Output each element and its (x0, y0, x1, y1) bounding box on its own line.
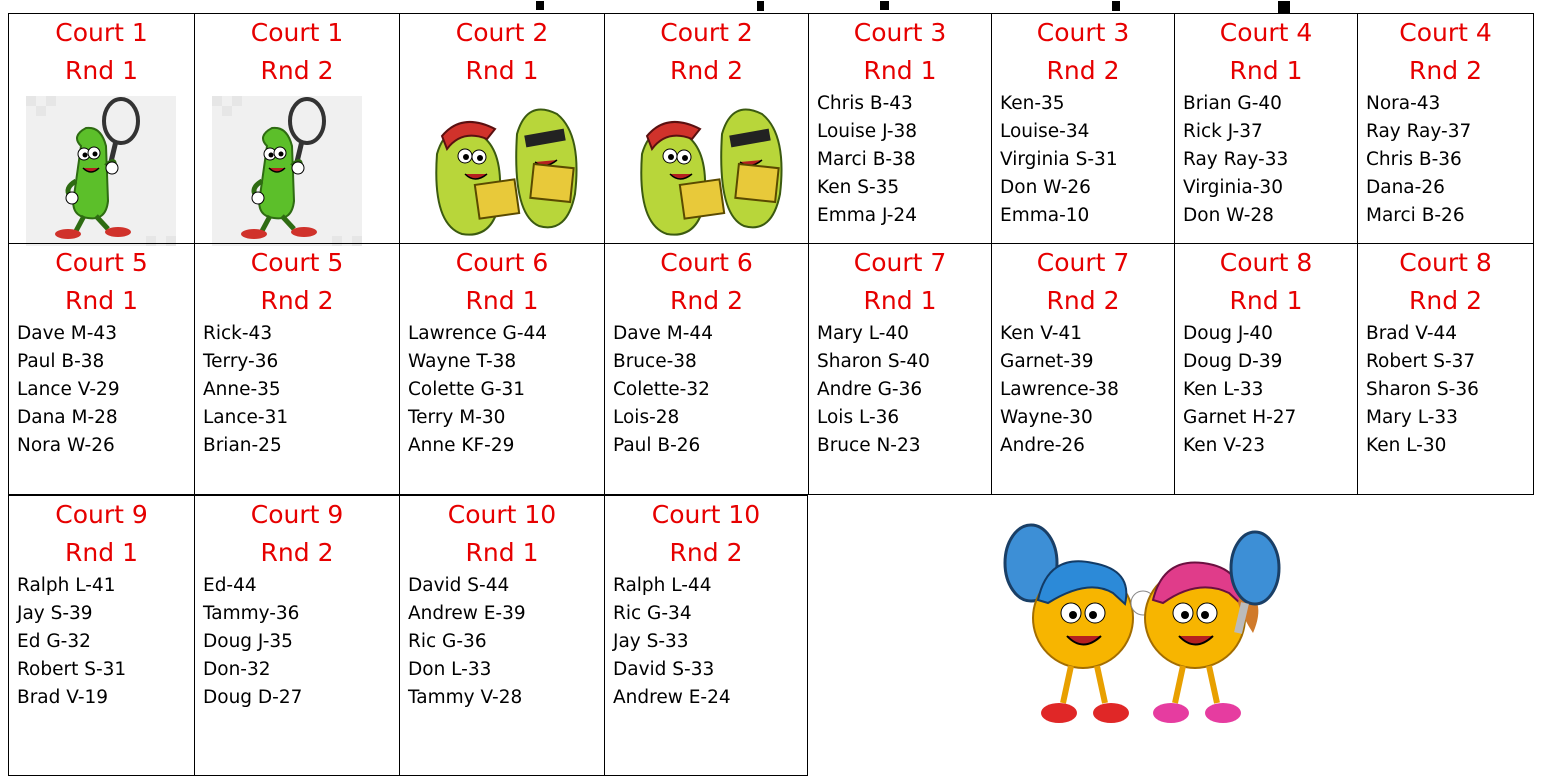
round-label: Rnd 2 (260, 286, 334, 315)
player-score: Andrew E-39 (408, 603, 526, 624)
court-name: Court 3 (1036, 18, 1130, 47)
player-score: Ken V-41 (1000, 323, 1082, 344)
round-label: Rnd 2 (1409, 286, 1482, 315)
player-score: Ray Ray-37 (1366, 121, 1472, 142)
player-score: Ralph L-41 (17, 575, 116, 596)
player-score: Terry-36 (203, 351, 279, 372)
court-heading (400, 496, 604, 572)
player-score: Sharon S-40 (817, 351, 930, 372)
round-label: Rnd 1 (863, 286, 937, 315)
player-score-list (195, 572, 399, 712)
player-score: Ken S-35 (817, 177, 900, 198)
round-label: Rnd 1 (465, 286, 539, 315)
player-score: Sharon S-36 (1366, 379, 1479, 400)
court-heading (992, 244, 1174, 320)
player-score: Doug J-35 (203, 631, 293, 652)
player-score: Chris B-36 (1366, 149, 1462, 170)
court-cell (194, 243, 399, 495)
player-score: Garnet-39 (1000, 351, 1094, 372)
player-score: Jay S-39 (17, 603, 93, 624)
player-score: Robert S-31 (17, 659, 127, 680)
round-label: Rnd 2 (260, 56, 334, 85)
court-heading (195, 14, 399, 90)
player-score: Virginia S-31 (1000, 149, 1118, 170)
player-score: Brad V-19 (17, 687, 109, 708)
player-score: Wayne T-38 (408, 351, 517, 372)
court-name: Court 1 (250, 18, 344, 47)
player-score: Andre G-36 (817, 379, 923, 400)
player-score: Tammy-36 (203, 603, 300, 624)
player-score: Ric G-36 (408, 631, 487, 652)
player-score: Rick-43 (203, 323, 273, 344)
pickle-with-racket-image (212, 96, 362, 250)
court-cell (604, 243, 808, 495)
player-score: Garnet H-27 (1183, 407, 1297, 428)
player-score-list (9, 320, 194, 460)
player-score: Paul B-38 (17, 351, 105, 372)
player-score-list (1175, 320, 1357, 460)
pickleball-mascots-image (993, 508, 1283, 742)
court-cell (8, 495, 194, 776)
player-score-list (809, 320, 991, 460)
court-heading (1358, 244, 1533, 320)
player-score: Lois L-36 (817, 407, 900, 428)
court-cell (399, 13, 604, 243)
court-cell (1357, 243, 1534, 495)
court-cell (194, 13, 399, 243)
player-score: Virginia-30 (1183, 177, 1283, 198)
player-score: Don W-28 (1183, 205, 1274, 226)
player-score: Ric G-34 (613, 603, 692, 624)
player-score: Anne KF-29 (408, 435, 515, 456)
player-score: Lawrence-38 (1000, 379, 1119, 400)
court-heading (9, 14, 194, 90)
court-heading (400, 14, 604, 90)
court-heading (992, 14, 1174, 90)
player-score: Don W-26 (1000, 177, 1091, 198)
player-score: Nora W-26 (17, 435, 115, 456)
court-heading (9, 244, 194, 320)
player-score: Dana M-28 (17, 407, 118, 428)
player-score-list (195, 320, 399, 460)
round-label: Rnd 1 (65, 286, 138, 315)
round-label: Rnd 1 (65, 56, 138, 85)
court-name: Court 10 (651, 500, 761, 529)
round-label: Rnd 2 (670, 56, 743, 85)
court-name: Court 7 (853, 248, 947, 277)
court-name: Court 5 (55, 248, 148, 277)
player-score: Dana-26 (1366, 177, 1445, 198)
player-score: Mary L-33 (1366, 407, 1458, 428)
court-name: Court 4 (1219, 18, 1313, 47)
player-score: Ed-44 (203, 575, 257, 596)
player-score: Lois-28 (613, 407, 680, 428)
court-heading (195, 244, 399, 320)
court-heading (809, 244, 991, 320)
clipped-title-strip (0, 0, 1549, 14)
round-label: Rnd 1 (65, 538, 138, 567)
court-cell (808, 13, 991, 243)
player-score: Colette-32 (613, 379, 710, 400)
court-name: Court 5 (250, 248, 344, 277)
player-score: Ken V-23 (1183, 435, 1265, 456)
player-score: Louise-34 (1000, 121, 1090, 142)
player-score-list (9, 572, 194, 712)
player-score: Doug D-27 (203, 687, 303, 708)
court-heading (809, 14, 991, 90)
court-name: Court 8 (1399, 248, 1492, 277)
player-score: Wayne-30 (1000, 407, 1093, 428)
player-score-list (809, 90, 991, 230)
player-score-list (400, 572, 604, 712)
player-score: Ken L-33 (1183, 379, 1264, 400)
round-label: Rnd 2 (1046, 286, 1120, 315)
court-cell (604, 13, 808, 243)
player-score: Lance V-29 (17, 379, 120, 400)
player-score: Ken-35 (1000, 93, 1065, 114)
player-score: Ken L-30 (1366, 435, 1447, 456)
player-score: Ralph L-44 (613, 575, 712, 596)
court-heading (605, 14, 808, 90)
player-score: Lawrence G-44 (408, 323, 548, 344)
court-cell (399, 495, 604, 776)
court-name: Court 6 (660, 248, 753, 277)
court-name: Court 10 (447, 500, 557, 529)
round-label: Rnd 1 (1229, 286, 1303, 315)
round-label: Rnd 1 (1229, 56, 1303, 85)
court-heading (9, 496, 194, 572)
court-heading (195, 496, 399, 572)
two-pickles-with-paddles-image (622, 94, 792, 248)
player-score: Ed G-32 (17, 631, 91, 652)
court-name: Court 4 (1399, 18, 1492, 47)
player-score: Robert S-37 (1366, 351, 1476, 372)
player-score: David S-33 (613, 659, 715, 680)
round-label: Rnd 2 (1046, 56, 1120, 85)
player-score-list (605, 320, 808, 460)
player-score: Bruce N-23 (817, 435, 921, 456)
court-heading (400, 244, 604, 320)
player-score: Bruce-38 (613, 351, 697, 372)
court-name: Court 1 (55, 18, 148, 47)
player-score: Colette G-31 (408, 379, 526, 400)
player-score: Anne-35 (203, 379, 281, 400)
court-heading (1358, 14, 1533, 90)
player-score: Louise J-38 (817, 121, 918, 142)
player-score: Marci B-38 (817, 149, 916, 170)
player-score: Ray Ray-33 (1183, 149, 1289, 170)
court-name: Court 8 (1219, 248, 1313, 277)
player-score-list (1358, 90, 1533, 230)
player-score: Chris B-43 (817, 93, 913, 114)
player-score: Andre-26 (1000, 435, 1085, 456)
court-cell (194, 495, 399, 776)
court-score-grid (8, 13, 1534, 776)
player-score: Paul B-26 (613, 435, 701, 456)
player-score: Brad V-44 (1366, 323, 1458, 344)
court-cell (604, 495, 808, 776)
court-heading (605, 496, 807, 572)
player-score: Lance-31 (203, 407, 289, 428)
round-label: Rnd 2 (260, 538, 334, 567)
court-name: Court 2 (660, 18, 753, 47)
court-name: Court 6 (455, 248, 549, 277)
court-name: Court 9 (250, 500, 344, 529)
court-cell (991, 243, 1174, 495)
grid-line (8, 494, 1534, 495)
player-score: Tammy V-28 (408, 687, 523, 708)
player-score: Jay S-33 (613, 631, 689, 652)
court-name: Court 7 (1036, 248, 1130, 277)
court-name: Court 9 (55, 500, 148, 529)
player-score-list (1358, 320, 1533, 460)
round-label: Rnd 1 (863, 56, 937, 85)
player-score: Terry M-30 (408, 407, 506, 428)
court-cell (399, 243, 604, 495)
two-pickles-with-paddles-image (417, 94, 587, 248)
round-label: Rnd 2 (1409, 56, 1482, 85)
player-score: Emma-10 (1000, 205, 1090, 226)
player-score: Andrew E-24 (613, 687, 731, 708)
player-score: Doug J-40 (1183, 323, 1273, 344)
player-score-list (992, 90, 1174, 230)
player-score: Brian G-40 (1183, 93, 1282, 114)
player-score: Doug D-39 (1183, 351, 1283, 372)
court-cell (1357, 13, 1534, 243)
player-score: Emma J-24 (817, 205, 917, 226)
player-score: David S-44 (408, 575, 510, 596)
player-score: Marci B-26 (1366, 205, 1465, 226)
court-cell (1174, 243, 1357, 495)
court-heading (1175, 244, 1357, 320)
court-name: Court 2 (455, 18, 549, 47)
player-score: Brian-25 (203, 435, 282, 456)
player-score: Don L-33 (408, 659, 492, 680)
player-score: Don-32 (203, 659, 271, 680)
player-score: Nora-43 (1366, 93, 1441, 114)
court-heading (605, 244, 808, 320)
round-label: Rnd 2 (669, 538, 743, 567)
player-score-list (400, 320, 604, 460)
court-heading (1175, 14, 1357, 90)
player-score: Dave M-43 (17, 323, 117, 344)
player-score: Dave M-44 (613, 323, 713, 344)
player-score: Mary L-40 (817, 323, 909, 344)
round-label: Rnd 1 (465, 56, 539, 85)
court-cell (808, 243, 991, 495)
player-score: Rick J-37 (1183, 121, 1263, 142)
pickle-with-racket-image (26, 96, 176, 250)
round-label: Rnd 1 (465, 538, 539, 567)
player-score-list (992, 320, 1174, 460)
court-cell (1174, 13, 1357, 243)
court-cell (8, 13, 194, 243)
court-cell (991, 13, 1174, 243)
player-score-list (605, 572, 807, 712)
player-score-list (1175, 90, 1357, 230)
court-cell (8, 243, 194, 495)
round-label: Rnd 2 (670, 286, 743, 315)
court-name: Court 3 (853, 18, 947, 47)
